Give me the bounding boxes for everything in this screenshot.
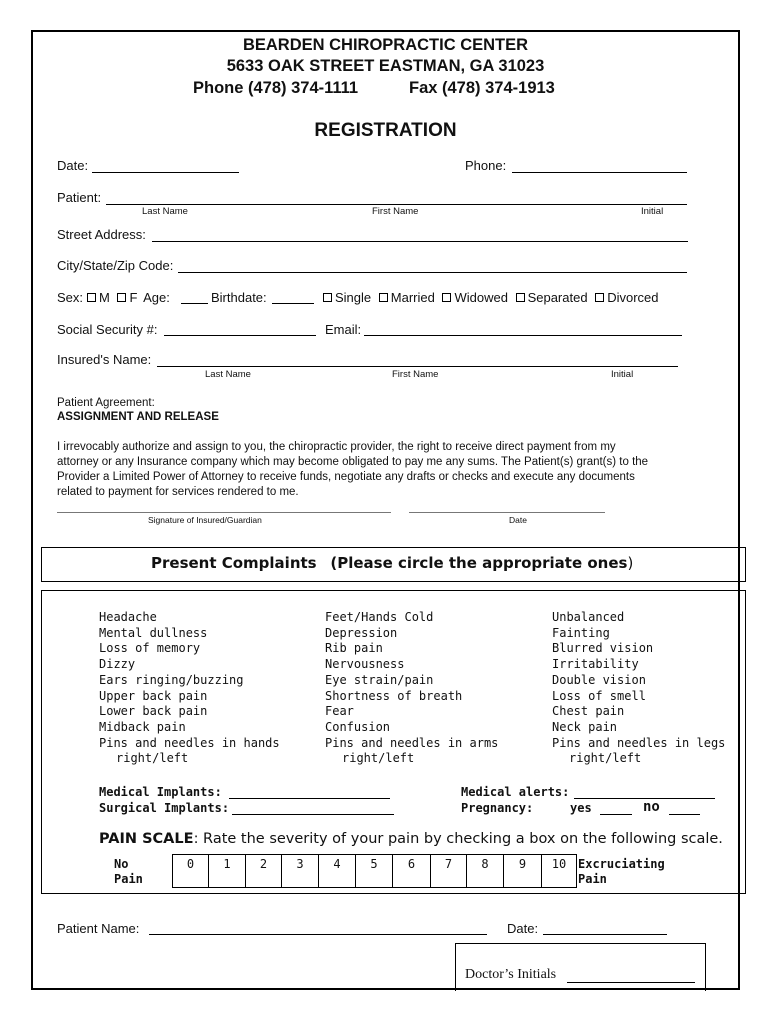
pregnancy-yes-field[interactable]: [600, 814, 632, 815]
pregnancy-label: Pregnancy:: [461, 801, 534, 815]
separated-checkbox[interactable]: [516, 293, 525, 302]
complaint-item[interactable]: Dizzy: [99, 657, 136, 672]
sex-f-checkbox[interactable]: [117, 293, 126, 302]
pain-scale-box[interactable]: 5: [355, 854, 393, 888]
sex-row: [57, 290, 170, 305]
complaint-item[interactable]: Chest pain: [552, 704, 625, 719]
complaint-col1-right-left[interactable]: right/left: [116, 751, 189, 765]
complaint-item[interactable]: Shortness of breath: [325, 688, 463, 703]
clinic-phone: Phone (478) 374-1111: [193, 79, 359, 97]
single-checkbox[interactable]: [323, 293, 332, 302]
complaint-item[interactable]: Irritability: [552, 657, 639, 672]
city-field[interactable]: [178, 272, 687, 273]
complaint-item[interactable]: Nervousness: [325, 657, 405, 672]
insured-label: Insured's Name:: [57, 352, 152, 367]
page-title: REGISTRATION: [314, 120, 457, 141]
ssn-label: Social Security #:: [57, 322, 158, 337]
complaint-item[interactable]: Eye strain/pain: [325, 672, 434, 687]
complaint-item[interactable]: Pins and needles in hands: [99, 735, 280, 750]
pain-scale-box[interactable]: 2: [245, 854, 282, 888]
street-field[interactable]: [152, 241, 688, 242]
date-label: Date:: [57, 158, 89, 173]
insured-last-name-caption: Last Name: [205, 369, 251, 380]
complaint-item[interactable]: Feet/Hands Cold: [325, 610, 434, 624]
complaint-item[interactable]: Upper back pain: [99, 688, 208, 703]
medical-implants-label: Medical Implants:: [99, 785, 222, 799]
complaint-item[interactable]: Loss of memory: [99, 641, 201, 656]
patient-name-footer-field[interactable]: [149, 934, 487, 935]
married-checkbox[interactable]: [379, 293, 388, 302]
complaint-item[interactable]: Lower back pain: [99, 704, 208, 719]
doctor-initials-field[interactable]: [567, 982, 695, 983]
pregnancy-no-field[interactable]: [669, 814, 700, 815]
single-label: Single: [335, 290, 372, 305]
agreement-text-line: related to payment for services rendered to me.: [57, 486, 299, 498]
complaint-item[interactable]: Unbalanced: [552, 610, 625, 624]
complaint-item[interactable]: Ears ringing/buzzing: [99, 672, 244, 687]
agreement-text-line: Provider a Limited Power of Attorney to receive funds, negotiate any drafts or checks and execute any documents: [57, 471, 635, 483]
complaint-item[interactable]: Blurred vision: [552, 641, 654, 656]
signature-line[interactable]: [57, 512, 391, 513]
complaints-column-1: [99, 610, 280, 751]
pain-scale-box[interactable]: 9: [503, 854, 542, 888]
pain-scale-box[interactable]: 4: [318, 854, 356, 888]
city-label: City/State/Zip Code:: [57, 258, 174, 273]
patient-last-name-caption: Last Name: [142, 206, 188, 217]
widowed-checkbox[interactable]: [442, 293, 451, 302]
complaint-item[interactable]: Fainting: [552, 625, 610, 640]
pain-scale-label: PAIN SCALE: [99, 831, 194, 847]
sex-f-label: F: [129, 290, 138, 305]
agreement-text-line: I irrevocably authorize and assign to you, the chiropractic provider, the right to receive direct payment from my: [57, 441, 616, 453]
complaints-title: [151, 554, 633, 572]
pain-scale-box[interactable]: 6: [392, 854, 431, 888]
complaint-item[interactable]: Depression: [325, 625, 398, 640]
signature-date-line[interactable]: [409, 512, 605, 513]
sex-label: Sex:: [57, 290, 84, 305]
sex-m-label: M: [99, 290, 110, 305]
excruciating-label-line1: Excruciating: [578, 857, 665, 871]
pain-scale-box[interactable]: 1: [208, 854, 246, 888]
signature-caption: Signature of Insured/Guardian: [148, 515, 262, 525]
pain-scale-box[interactable]: 3: [281, 854, 319, 888]
footer-date-field[interactable]: [543, 934, 667, 935]
birthdate-label: Birthdate:: [211, 290, 267, 305]
complaint-item[interactable]: Double vision: [552, 672, 646, 687]
ssn-field[interactable]: [164, 335, 316, 336]
pregnancy-yes-label: yes: [570, 801, 592, 815]
agreement-label: Patient Agreement:: [57, 397, 155, 409]
pain-scale-heading: [99, 831, 723, 847]
pregnancy-no-label: no: [643, 799, 660, 815]
pain-scale-instructions: : Rate the severity of your pain by checking a box on the following scale.: [193, 831, 723, 847]
complaint-item[interactable]: Headache: [99, 610, 157, 624]
phone-field[interactable]: [512, 172, 687, 173]
pain-scale-box[interactable]: 8: [466, 854, 504, 888]
complaints-column-2: [325, 610, 498, 751]
married-label: Married: [390, 290, 435, 305]
medical-implants-field[interactable]: [229, 798, 390, 799]
divorced-label: Divorced: [607, 290, 659, 305]
complaint-col3-right-left[interactable]: right/left: [569, 751, 642, 765]
clinic-fax: Fax (478) 374-1913: [409, 79, 555, 97]
no-pain-label-line1: No: [114, 857, 129, 871]
clinic-name: BEARDEN CHIROPRACTIC CENTER: [242, 36, 529, 54]
patient-name-footer-label: Patient Name:: [57, 921, 140, 936]
complaints-title-paren: (Please circle the appropriate ones: [330, 554, 628, 572]
no-pain-label-line2: Pain: [114, 872, 143, 886]
surgical-implants-label: Surgical Implants:: [99, 801, 230, 815]
sex-m-checkbox[interactable]: [87, 293, 96, 302]
signature-date-caption: Date: [509, 515, 527, 525]
pain-scale-box[interactable]: 10: [541, 854, 577, 888]
doctor-initials-label: Doctor’s Initials: [465, 967, 557, 982]
complaint-item[interactable]: Midback pain: [99, 719, 186, 734]
email-field[interactable]: [364, 335, 682, 336]
insured-initial-caption: Initial: [611, 369, 634, 380]
patient-initial-caption: Initial: [641, 206, 664, 217]
agreement-text-line: attorney or any Insurance company which may become obligated to pay me any sums. The Patient(s) grant(s) to the: [57, 456, 649, 468]
agreement-heading: ASSIGNMENT AND RELEASE: [57, 411, 219, 423]
insured-first-name-caption: First Name: [392, 369, 439, 380]
complaint-item[interactable]: Neck pain: [552, 719, 618, 734]
marital-status-row: [319, 290, 658, 305]
age-field[interactable]: [181, 303, 208, 304]
medical-alerts-label: Medical alerts:: [461, 785, 570, 799]
insured-name-field[interactable]: [157, 366, 678, 367]
complaint-item[interactable]: Mental dullness: [99, 625, 208, 640]
excruciating-label-line2: Pain: [578, 872, 607, 886]
footer-date-label: Date:: [507, 921, 539, 936]
complaint-item[interactable]: Pins and needles in arms: [325, 735, 499, 750]
street-label: Street Address:: [57, 227, 146, 242]
complaints-title-bold: Present Complaints: [151, 554, 317, 572]
patient-label: Patient:: [57, 190, 102, 205]
complaint-item[interactable]: Rib pain: [325, 641, 383, 656]
clinic-address: 5633 OAK STREET EASTMAN, GA 31023: [226, 57, 545, 75]
widowed-label: Widowed: [454, 290, 508, 305]
complaint-item[interactable]: Loss of smell: [552, 688, 646, 703]
divorced-checkbox[interactable]: [595, 293, 604, 302]
patient-name-field[interactable]: [106, 204, 687, 205]
complaints-title-close: ): [627, 554, 634, 572]
pain-scale-box[interactable]: 7: [430, 854, 467, 888]
patient-first-name-caption: First Name: [372, 206, 419, 217]
date-field[interactable]: [92, 172, 239, 173]
phone-label: Phone:: [465, 158, 507, 173]
complaint-item[interactable]: Fear: [325, 704, 354, 719]
birthdate-field[interactable]: [272, 303, 314, 304]
separated-label: Separated: [527, 290, 588, 305]
complaint-col2-right-left[interactable]: right/left: [342, 751, 415, 765]
complaint-item[interactable]: Confusion: [325, 719, 391, 734]
complaint-item[interactable]: Pins and needles in legs: [552, 735, 726, 750]
age-label: Age:: [143, 290, 170, 305]
surgical-implants-field[interactable]: [232, 814, 394, 815]
email-label: Email:: [325, 322, 362, 337]
pain-scale-box[interactable]: 0: [172, 854, 209, 888]
complaints-column-3: [552, 610, 725, 751]
